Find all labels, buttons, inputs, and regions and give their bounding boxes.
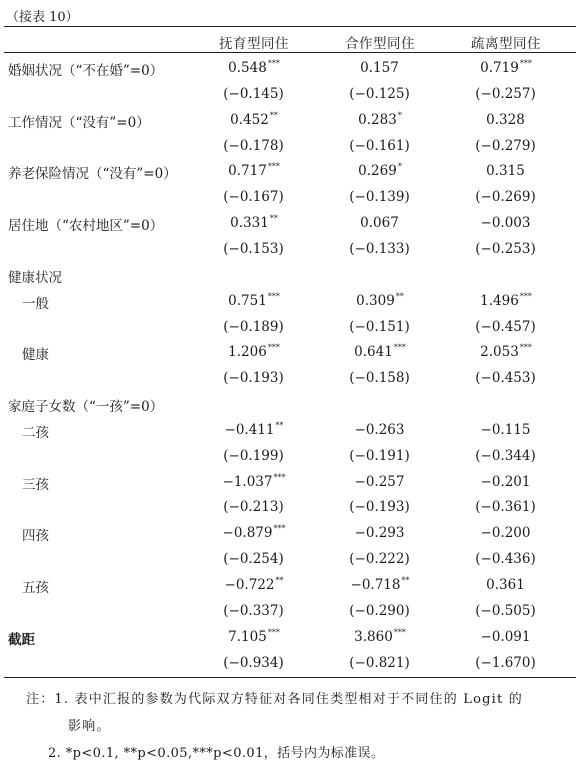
coef-cell [310,447,450,464]
coef-cell [184,421,324,438]
significance-stars: *** [519,343,532,353]
coef-value: (−0.222) [349,551,410,568]
coef-cell [436,473,576,490]
row-label: 五孩 [22,580,49,596]
coef-cell [184,266,324,283]
coef-cell [310,602,450,619]
coef-value: 2.053 [480,344,519,361]
coef-cell [310,162,450,179]
col-header-detached: 疏离型同住 [471,36,541,52]
continuation-label: （接表 10） [6,10,79,25]
significance-stars: *** [267,291,280,301]
coef-value: 0.309 [356,292,395,309]
coef-cell [310,59,450,76]
coef-cell [184,654,324,671]
note-1-continued: 影响。 [68,719,111,734]
significance-stars: * [397,110,402,120]
table-row [0,266,580,292]
table-bottom-rule [4,677,576,678]
coef-value: (−0.153) [223,240,284,257]
coef-value: 0.315 [486,163,525,180]
coef-cell [310,395,450,412]
coef-value: −0.091 [480,628,531,645]
coef-value: 0.751 [228,292,267,309]
coef-value: (−0.344) [475,447,536,464]
coef-value: −0.115 [480,421,531,438]
row-label: 一般 [22,295,49,312]
coef-value: (−0.139) [349,189,410,206]
coef-cell [184,369,324,386]
coef-value: 1.496 [480,292,519,309]
coef-cell [310,111,450,128]
table-row [0,214,580,240]
coef-cell [436,395,576,412]
significance-stars: *** [393,627,406,637]
table-row [0,111,580,137]
coef-cell [436,524,576,541]
coef-value: (−0.199) [223,447,284,464]
coef-cell [184,59,324,76]
table-row [0,473,580,499]
coef-value: (−1.670) [475,654,536,671]
coef-cell [436,550,576,567]
row-label: 健康 [22,347,49,364]
coef-cell [436,318,576,335]
coef-value: (−0.151) [349,318,410,335]
coef-value: 0.452 [230,111,269,128]
coef-cell [184,188,324,205]
coef-value: (−0.436) [475,551,536,568]
coef-cell [184,137,324,154]
coef-value: (−0.213) [223,499,284,516]
coef-value: (−0.934) [223,654,284,671]
coef-value: (−0.361) [475,499,536,516]
significance-stars: *** [267,59,280,68]
coef-cell [436,240,576,257]
coef-value: (−0.505) [475,602,536,619]
table-row-stderr [0,85,580,111]
coef-value: (−0.821) [349,654,410,671]
significance-stars: ** [275,420,284,430]
coef-value: −0.003 [480,215,531,232]
coef-cell [436,85,576,102]
coef-cell [436,654,576,671]
coef-value: −0.201 [480,473,531,490]
coef-value: (−0.337) [223,602,284,619]
note-2: 2. *p<0.1, **p<0.05,***p<0.01，括号内为标准误。 [48,746,385,761]
coef-cell [436,576,576,593]
coef-value: −0.718 [350,577,401,593]
coef-cell [184,162,324,179]
coef-value: (−0.145) [223,85,284,102]
row-label: 截距 [8,631,35,648]
coef-cell [310,576,450,593]
coef-cell [310,498,450,515]
significance-stars: ** [269,214,278,224]
coef-cell [310,318,450,335]
col-header-nurturing: 抚育型同住 [219,36,289,52]
coef-value: 0.269 [358,163,397,180]
significance-stars: ** [275,576,284,585]
coef-cell [436,188,576,205]
coef-cell [184,628,324,645]
coef-value: 0.331 [230,215,269,232]
coef-cell [310,524,450,541]
significance-stars: *** [267,627,280,637]
coef-cell [310,628,450,645]
coef-cell [184,85,324,102]
coef-value: 0.283 [358,111,397,128]
coef-value: −0.411 [224,421,275,438]
coef-value: (−0.193) [349,499,410,516]
coef-value: 0.717 [228,163,267,180]
coef-value: (−0.125) [349,85,410,102]
significance-stars: ** [269,110,278,120]
table-top-rule [4,26,576,27]
coef-cell [436,628,576,645]
table-row-stderr [0,137,580,163]
coef-cell [436,59,576,76]
row-label: 三孩 [22,476,49,493]
table-row-stderr [0,602,580,628]
table-row-stderr [0,369,580,395]
coef-cell [436,266,576,283]
coef-cell [310,188,450,205]
coef-value: −0.879 [222,525,273,542]
significance-stars: *** [519,291,532,301]
coef-value: 0.719 [480,60,519,76]
coef-cell [184,576,324,593]
table-row [0,292,580,318]
coef-cell [184,111,324,128]
significance-stars: *** [273,524,286,534]
coef-value: (−0.158) [349,370,410,387]
coef-cell [184,524,324,541]
coef-cell [310,550,450,567]
coef-value: (−0.133) [349,240,410,257]
coef-value: 0.157 [360,60,399,76]
coef-value: 7.105 [228,628,267,645]
coef-cell [436,292,576,309]
coef-cell [310,343,450,360]
coef-value: 0.067 [360,215,399,232]
significance-stars: ** [395,291,404,301]
coef-cell [184,343,324,360]
coef-cell [184,292,324,309]
coef-value: 0.548 [228,60,267,76]
row-label: 健康状况 [8,269,62,286]
coef-cell [436,602,576,619]
significance-stars: ** [401,576,410,585]
coef-value: (−0.457) [475,318,536,335]
coef-cell [436,343,576,360]
coef-cell [436,137,576,154]
coef-cell [310,137,450,154]
coef-value: (−0.191) [349,447,410,464]
coef-cell [436,447,576,464]
table-row-stderr [0,188,580,214]
coef-cell [436,111,576,128]
coef-value: (−0.178) [223,137,284,154]
coef-cell [436,421,576,438]
table-row-stderr [0,550,580,576]
significance-stars: * [397,162,402,172]
coef-value: 0.641 [354,344,393,361]
coef-cell [310,240,450,257]
table-row-stderr [0,318,580,344]
coef-cell [310,421,450,438]
coef-value: 1.206 [228,344,267,361]
coef-cell [310,292,450,309]
note-1: 注：1. 表中汇报的参数为代际双方特征对各同住类型相对于不同住的 Logit 的 [26,692,523,707]
coef-value: 0.328 [486,111,525,128]
coef-cell [436,369,576,386]
table-header-rule [4,52,576,53]
table-row [0,162,580,188]
coef-value: (−0.254) [223,551,284,568]
coef-cell [310,214,450,231]
table-row-stderr [0,498,580,524]
table-row [0,395,580,421]
row-label: 四孩 [22,528,49,545]
row-label: 二孩 [22,424,49,441]
coef-value: −0.293 [354,525,405,542]
coef-cell [436,214,576,231]
table-notes [26,686,566,767]
table-row [0,576,580,602]
table-row [0,524,580,550]
significance-stars: *** [267,162,280,172]
coef-cell [310,369,450,386]
coef-cell [310,85,450,102]
coef-cell [184,550,324,567]
coef-value: (−0.193) [223,370,284,387]
table-row [0,628,580,654]
coef-value: (−0.253) [475,240,536,257]
table-row [0,59,580,85]
table-row-stderr [0,447,580,473]
table-row-stderr [0,240,580,266]
coef-value: (−0.279) [475,137,536,154]
col-header-cooperative: 合作型同住 [345,36,415,52]
coef-cell [310,473,450,490]
table-row [0,343,580,369]
row-label: 工作情况（“没有”=0） [8,114,150,131]
coef-cell [184,498,324,515]
coef-cell [184,318,324,335]
coef-cell [310,266,450,283]
coef-value: −0.263 [354,421,405,438]
row-label: 居住地（“农村地区”=0） [8,218,164,235]
coef-value: (−0.269) [475,189,536,206]
table-row [0,421,580,447]
coef-value: (−0.167) [223,189,284,206]
coef-value: (−0.161) [349,137,410,154]
significance-stars: *** [393,343,406,353]
row-label: 婚姻状况（“不在婚”=0） [8,63,164,79]
coef-value: −0.257 [354,473,405,490]
coef-value: (−0.290) [349,602,410,619]
coef-value: −0.200 [480,525,531,542]
coef-value: −1.037 [222,473,273,490]
coef-value: −0.722 [224,577,275,593]
coef-value: (−0.453) [475,370,536,387]
coef-cell [184,602,324,619]
coef-cell [184,214,324,231]
coef-cell [310,654,450,671]
coef-value: 3.860 [354,628,393,645]
significance-stars: *** [519,59,532,68]
coef-cell [436,498,576,515]
table-row-stderr [0,654,580,680]
significance-stars: *** [273,472,286,482]
coef-value: (−0.257) [475,85,536,102]
coef-cell [184,447,324,464]
coef-value: (−0.189) [223,318,284,335]
row-label: 家庭子女数（“一孩”=0） [8,399,164,416]
row-label: 养老保险情况（“没有”=0） [8,166,177,183]
coef-value: 0.361 [486,577,525,593]
coef-cell [184,473,324,490]
significance-stars: *** [267,343,280,353]
coef-cell [184,395,324,412]
coef-cell [184,240,324,257]
coef-cell [436,162,576,179]
